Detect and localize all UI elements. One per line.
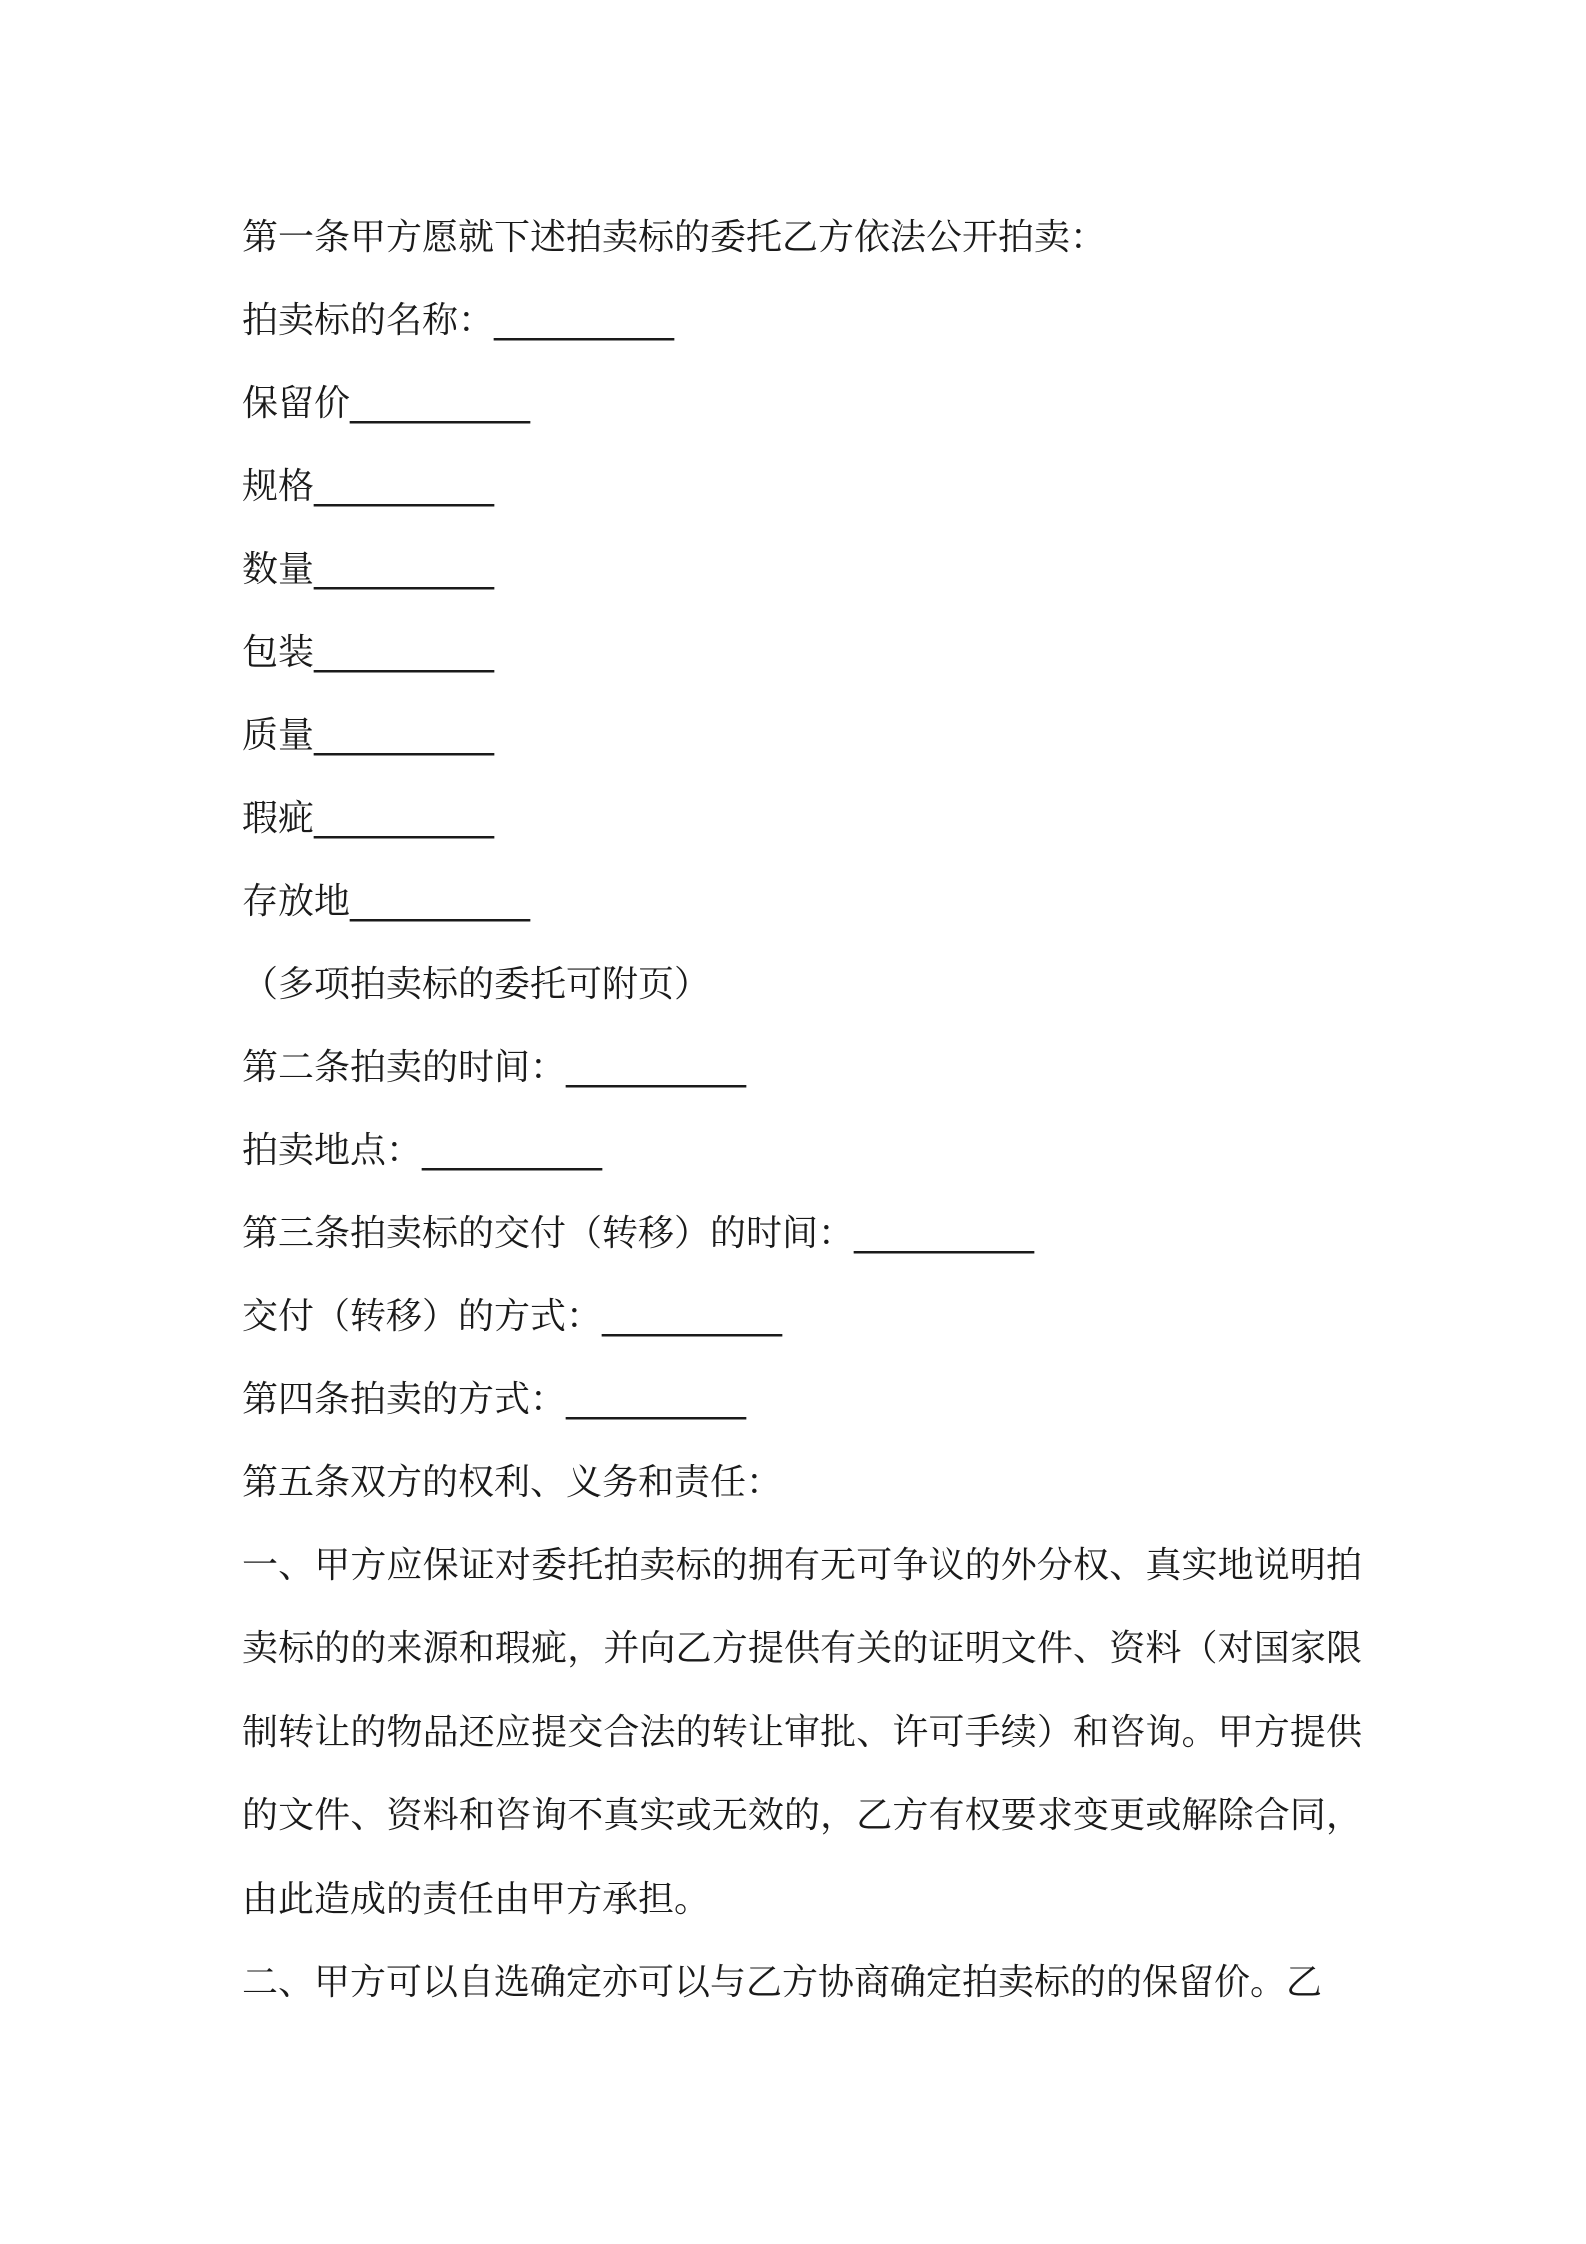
article-4-auction-method: 第四条拍卖的方式：__________ bbox=[242, 1379, 747, 1420]
article-2-auction-time: 第二条拍卖的时间：__________ bbox=[242, 1047, 747, 1088]
delivery-method-field: 交付（转移）的方式：__________ bbox=[242, 1296, 783, 1337]
defects-field: 瑕疵__________ bbox=[242, 798, 495, 839]
article-5-heading: 第五条双方的权利、义务和责任： bbox=[242, 1462, 783, 1503]
quantity-field: 数量__________ bbox=[242, 549, 495, 590]
attachment-note: （多项拍卖标的委托可附页） bbox=[242, 964, 711, 1005]
specification-field: 规格__________ bbox=[242, 466, 495, 507]
clause-2-paragraph: 二、甲方可以自选确定亦可以与乙方协商确定拍卖标的的保留价。乙 bbox=[242, 1962, 1323, 2004]
article-1-heading: 第一条甲方愿就下述拍卖标的委托乙方依法公开拍卖： bbox=[242, 217, 1107, 258]
quality-field: 质量__________ bbox=[242, 715, 495, 756]
document-body bbox=[242, 196, 1362, 2024]
storage-location-field: 存放地__________ bbox=[242, 881, 531, 922]
auction-location-field: 拍卖地点：__________ bbox=[242, 1130, 603, 1171]
article-3-delivery-time: 第三条拍卖标的交付（转移）的时间：__________ bbox=[242, 1213, 1035, 1254]
clause-1-paragraph: 一、甲方应保证对委托拍卖标的拥有无可争议的外分权、真实地说明拍卖标的的来源和瑕疵，并向乙方提供有关的证明文件、资料（对国家限制转让的物品还应提交合法的转让审批、许可手续）和咨询。甲方提供的文件、资料和咨询不真实或无效的，乙方有权要求变更或解除合同，由此造成的责任由甲方承担。 bbox=[242, 1545, 1362, 1920]
item-name-field: 拍卖标的名称：__________ bbox=[242, 300, 675, 341]
reserve-price-field: 保留价__________ bbox=[242, 383, 531, 424]
packaging-field: 包装__________ bbox=[242, 632, 495, 673]
